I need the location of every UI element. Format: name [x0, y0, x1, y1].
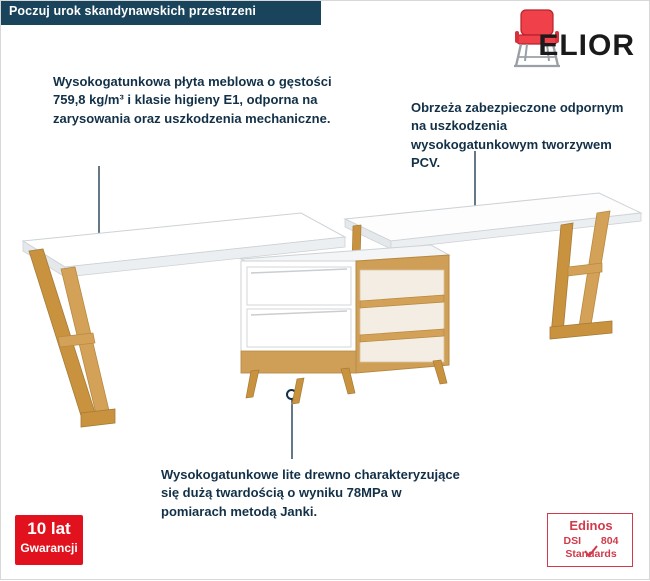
page-title: Poczuj urok skandynawskich przestrzeni: [9, 4, 256, 18]
annotation-bottom-text: Wysokogatunkowe lite drewno charakteryzujące się dużą twardością o wyniku 78MPa w pomiarach metodą Janki.: [161, 467, 460, 519]
sideboard: [241, 245, 449, 404]
annotation-left-text: Wysokogatunkowa płyta meblowa o gęstości 759,8 kg/m³ i klasie higieny E1, odporna na zarysowania oraz uszkodzenia mechaniczne.: [53, 74, 332, 126]
edinos-standards-label: Standards: [565, 548, 617, 560]
product-illustration: [1, 151, 650, 471]
edinos-dsi-label: DSI: [563, 535, 582, 547]
guarantee-years: 10 lat: [27, 519, 71, 538]
edinos-standards-badge: [547, 513, 633, 567]
edinos-code: 804: [600, 535, 619, 547]
brand-name: ELIOR: [538, 29, 635, 62]
edinos-name: Edinos: [569, 518, 613, 533]
guarantee-badge: [15, 515, 83, 565]
guarantee-label: Gwarancji: [20, 541, 78, 555]
annotation-right-text: Obrzeża zabezpieczone odpornym na uszkodzenia wysokogatunkowym tworzywem PCV.: [411, 100, 624, 171]
